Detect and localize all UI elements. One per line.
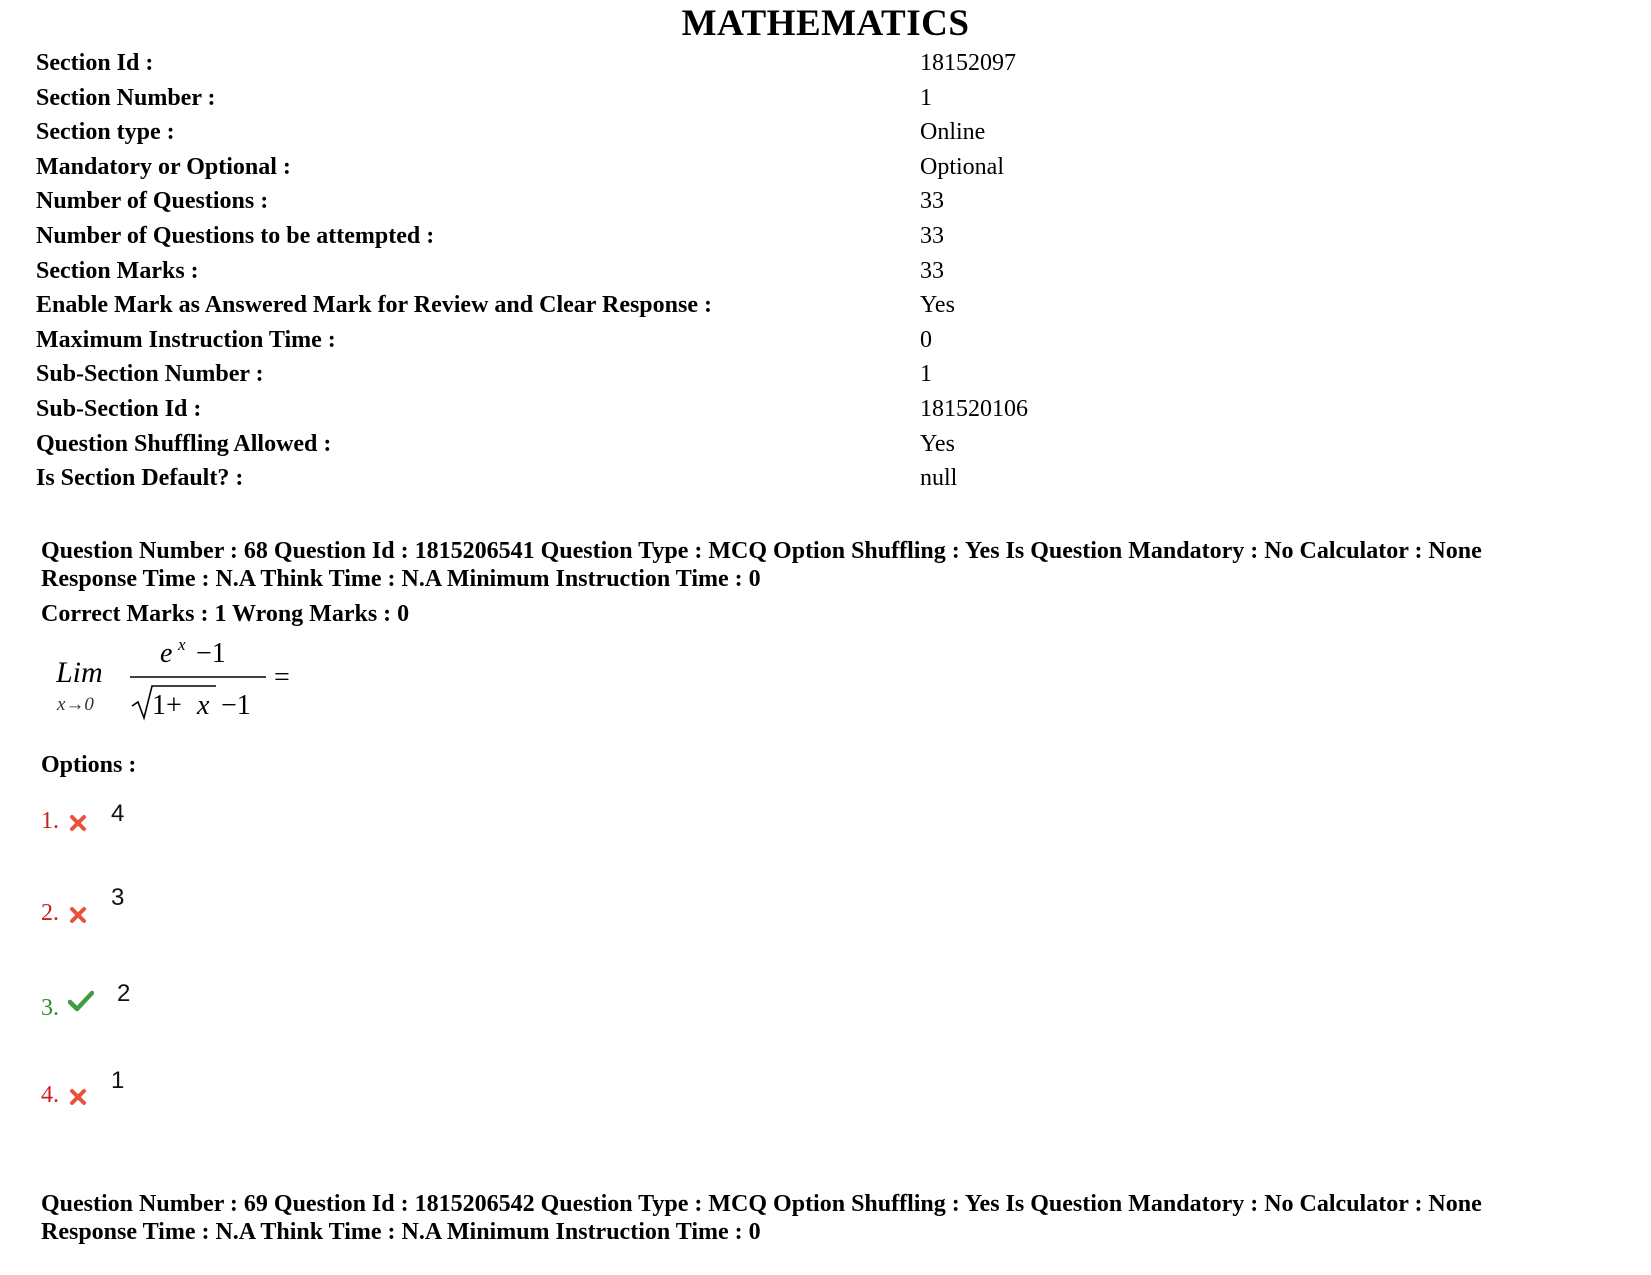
math-den-var: x (197, 690, 210, 721)
math-lim: Lim (56, 656, 103, 689)
option-number: 2. (41, 900, 59, 926)
question-meta-line: Response Time : N.A Think Time : N.A Minimum Instruction Time : 0 (41, 1219, 761, 1245)
cross-icon (68, 905, 88, 925)
info-label: Section Number : (36, 84, 216, 111)
info-label: Maximum Instruction Time : (36, 326, 336, 353)
info-value: 1 (920, 84, 932, 111)
question-meta-line: Question Number : 69 Question Id : 1815206542 Question Type : MCQ Option Shuffling : Yes Is Question Mandatory : No Calculator : None (41, 1191, 1482, 1217)
option-number: 1. (41, 808, 59, 834)
info-label: Enable Mark as Answered Mark for Review and Clear Response : (36, 292, 712, 319)
question-meta-line: Question Number : 68 Question Id : 1815206541 Question Type : MCQ Option Shuffling : Yes Is Question Mandatory : No Calculator : None (41, 538, 1482, 564)
info-label: Section type : (36, 119, 175, 146)
info-value: Yes (920, 292, 955, 319)
info-value: 1 (920, 361, 932, 388)
math-num-base: e (160, 638, 173, 669)
info-value: 18152097 (920, 50, 1016, 76)
option-value: 1 (111, 1067, 125, 1094)
info-value: Online (920, 119, 986, 146)
options-label: Options : (41, 752, 137, 778)
info-label: Number of Questions to be attempted : (36, 222, 435, 249)
option-number: 3. (41, 995, 59, 1021)
info-label: Mandatory or Optional : (36, 153, 291, 180)
question-formula (56, 638, 296, 724)
info-label: Question Shuffling Allowed : (36, 430, 332, 457)
info-value: null (920, 465, 958, 492)
info-label: Is Section Default? : (36, 465, 244, 492)
info-label: Section Id : (36, 50, 154, 76)
option-value: 4 (111, 800, 125, 827)
info-label: Sub-Section Id : (36, 395, 202, 422)
math-num-exp: x (178, 638, 186, 654)
info-value: 33 (920, 257, 944, 284)
math-den-rest: −1 (221, 690, 251, 721)
info-value: 33 (920, 188, 944, 215)
info-label: Sub-Section Number : (36, 361, 264, 388)
cross-icon (68, 1087, 88, 1107)
info-value: Optional (920, 153, 1004, 180)
question-marks: Correct Marks : 1 Wrong Marks : 0 (41, 601, 410, 627)
question-meta-line: Response Time : N.A Think Time : N.A Minimum Instruction Time : 0 (41, 566, 761, 592)
math-num-rest: −1 (196, 638, 226, 669)
option-value: 3 (111, 884, 125, 911)
info-label: Section Marks : (36, 257, 199, 284)
math-den-rad: 1+ (152, 690, 182, 721)
math-equals: = (274, 662, 290, 693)
info-value: 33 (920, 222, 944, 249)
checkmark-icon (68, 990, 94, 1014)
page-title: MATHEMATICS (681, 3, 970, 44)
info-label: Number of Questions : (36, 188, 269, 215)
option-value: 2 (117, 980, 131, 1007)
info-value: 181520106 (920, 395, 1028, 422)
cross-icon (68, 813, 88, 833)
info-value: Yes (920, 430, 955, 457)
option-number: 4. (41, 1082, 59, 1108)
math-lim-sub: x→0 (57, 694, 94, 715)
info-value: 0 (920, 326, 932, 353)
